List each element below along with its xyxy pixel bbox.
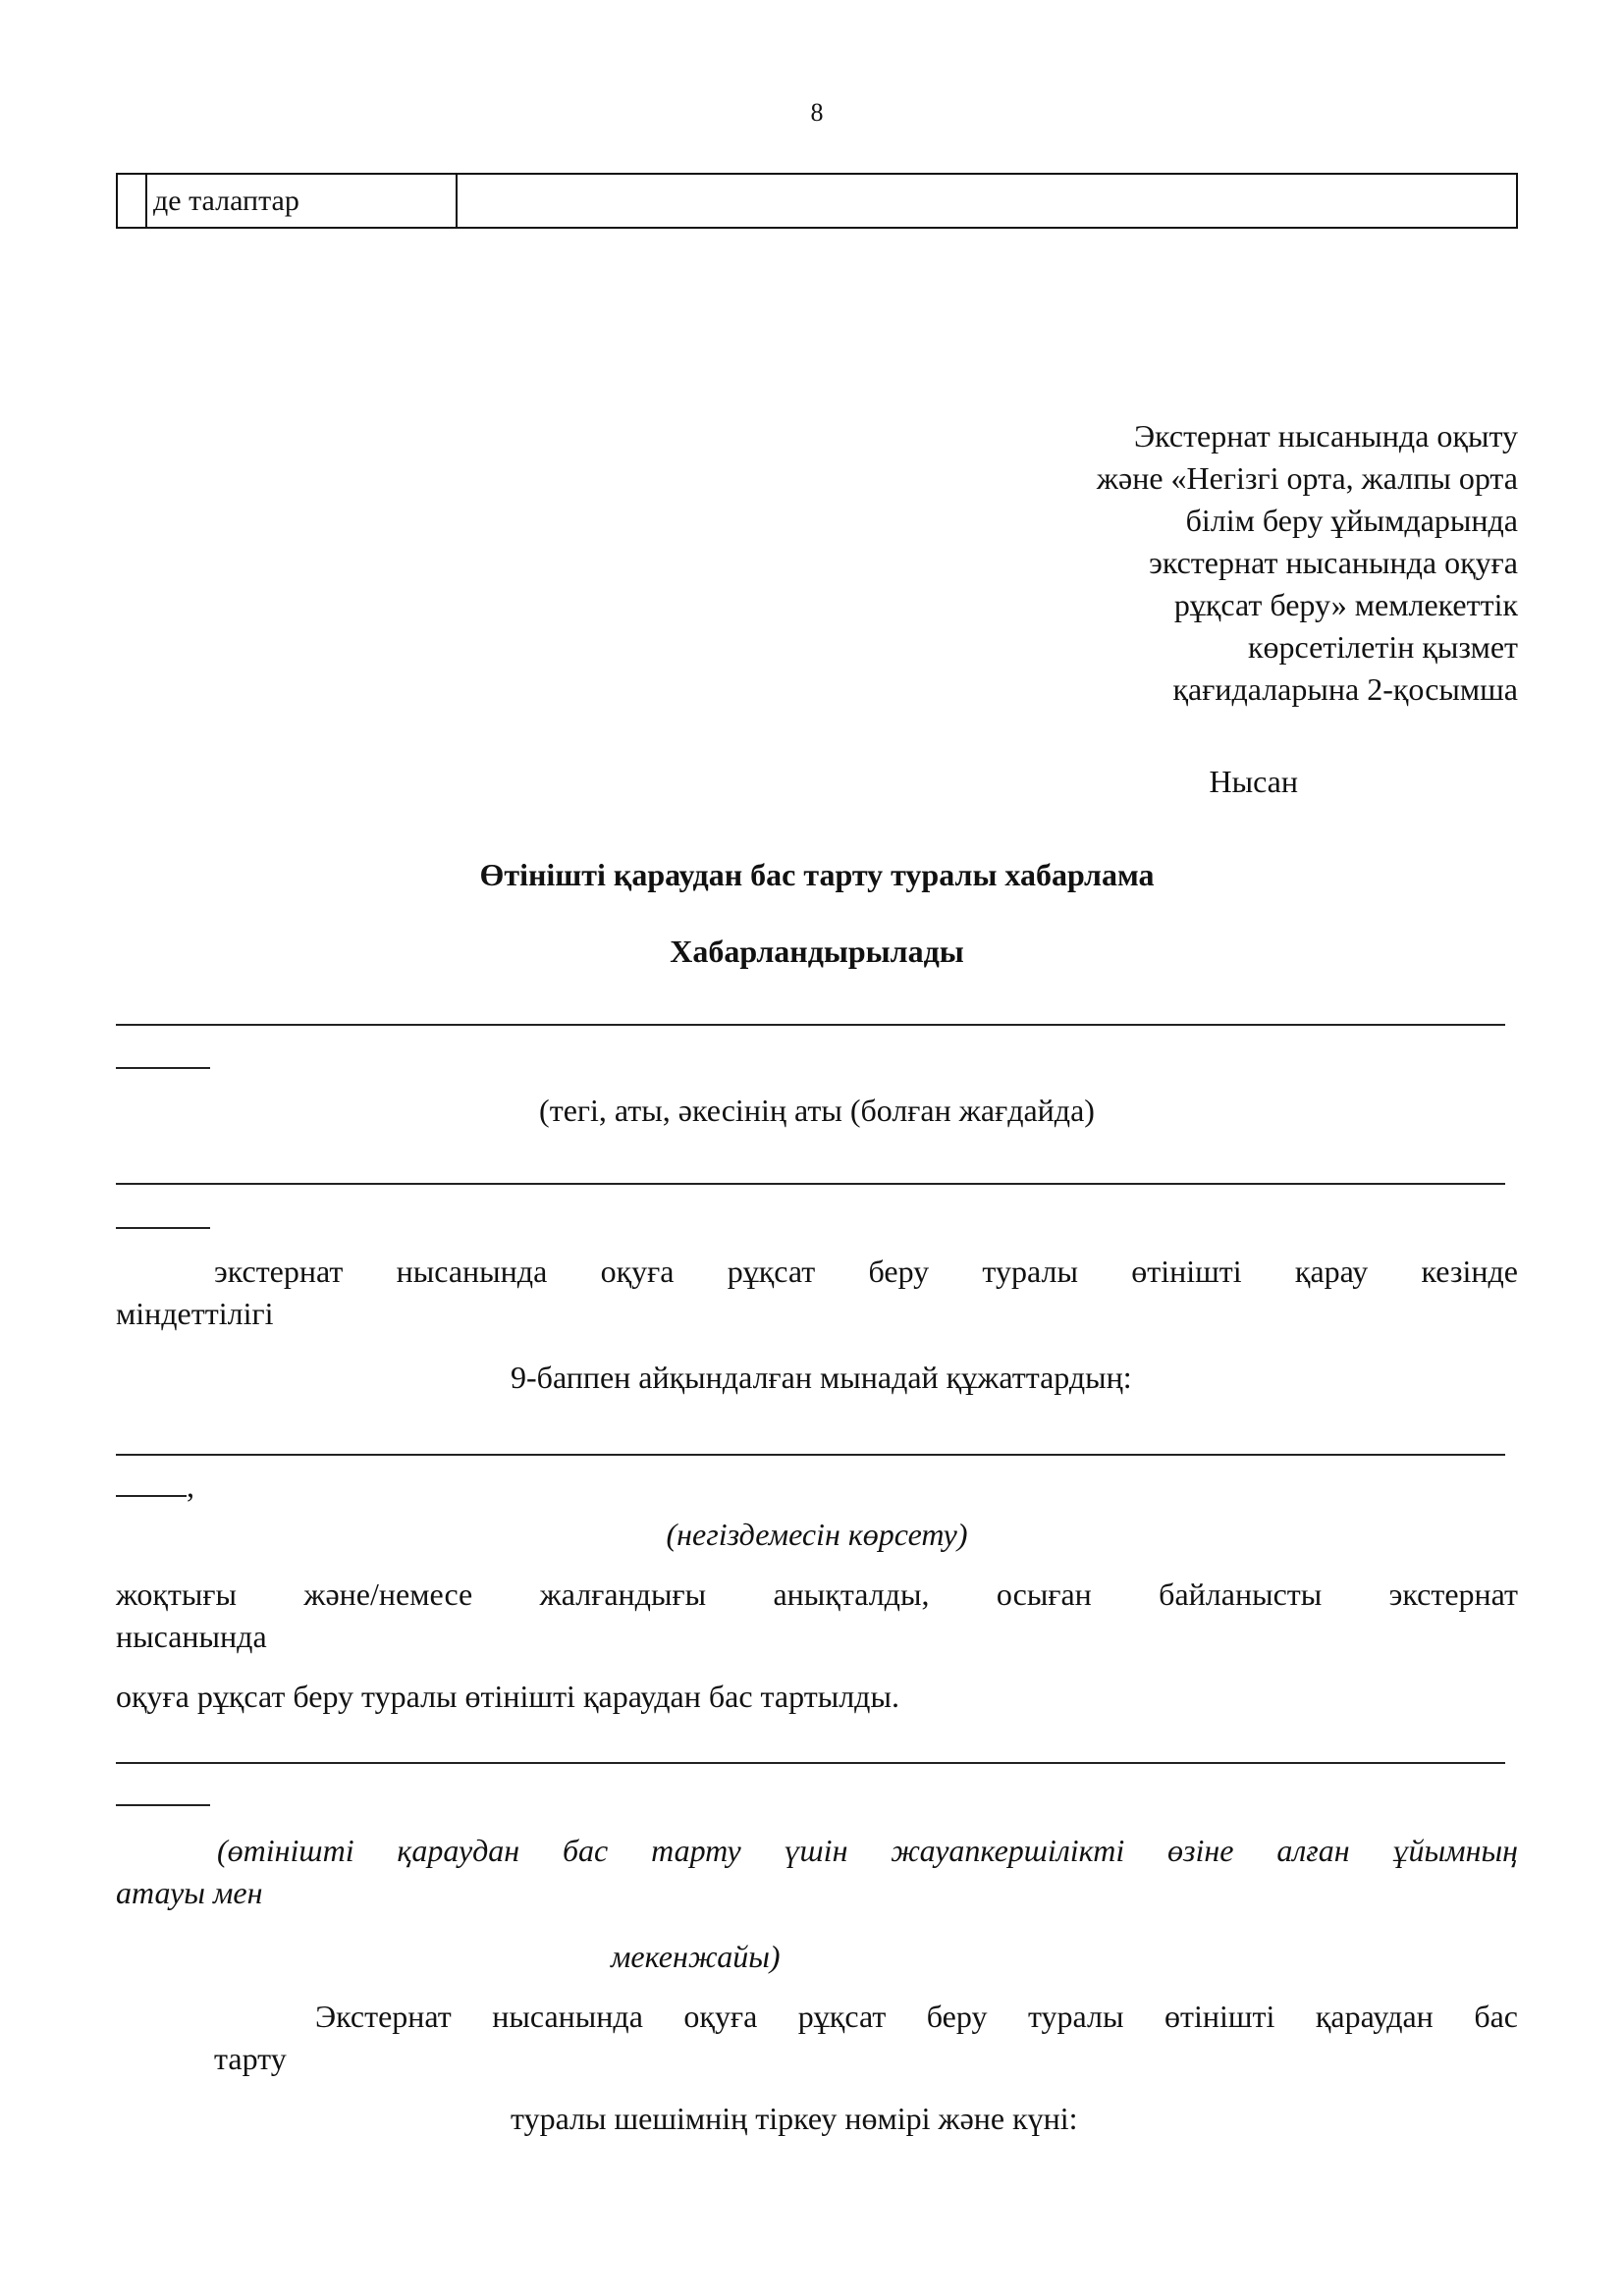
page-number: 8 (810, 98, 824, 127)
appendix-line: білім беру ұйымдарында (1185, 503, 1518, 538)
caption-line: мекенжайы) (611, 1939, 781, 1974)
basis-caption: (негіздемесін көрсету) (666, 1517, 968, 1552)
appendix-line: Экстернат нысанында оқыту (1133, 418, 1518, 454)
paragraph-line: нысанында (116, 1619, 267, 1654)
paragraph-review-obligation (116, 1251, 1518, 1335)
blank-line-documents[interactable] (116, 1454, 1505, 1456)
table-cell-value (457, 174, 1517, 228)
appendix-line: және «Негізгі орта, жалпы орта (1096, 460, 1518, 496)
paragraph-refusal (116, 1574, 1518, 1658)
appendix-reference (1097, 415, 1518, 711)
paragraph-line: тарту (214, 2041, 287, 2076)
blank-line-recipient-continuation[interactable] (116, 1227, 210, 1229)
paragraph-line: Экстернат нысанында оқуға рұқсат беру туралы өтінішті қараудан бас (315, 1999, 1518, 2034)
table-cell-number (117, 174, 146, 228)
form-label: Нысан (1209, 764, 1298, 799)
blank-line-name[interactable] (116, 1024, 1505, 1026)
caption-line: (өтінішті қараудан бас тарту үшін жауапкершілікті өзіне алған ұйымның (217, 1833, 1518, 1868)
paragraph-line: экстернат нысанында оқуға рұқсат беру туралы өтінішті қарау кезінде (214, 1254, 1518, 1289)
appendix-line: көрсетілетін қызмет (1247, 629, 1518, 665)
blank-line-recipient[interactable] (116, 1183, 1505, 1185)
paragraph-line: жоқтығы және/немесе жалғандығы анықталды, осыған байланысты экстернат (116, 1576, 1518, 1612)
appendix-line: экстернат нысанында оқуға (1149, 545, 1518, 580)
table-cell-label: де талаптар (146, 174, 457, 228)
requirements-table-row (116, 173, 1518, 229)
caption-line: атауы мен (116, 1875, 263, 1910)
document-subtitle: Хабарландырылады (670, 934, 964, 969)
blank-line-organization-continuation[interactable] (116, 1804, 210, 1806)
blank-line-name-continuation[interactable] (116, 1067, 210, 1069)
paragraph-line: туралы шешімнің тіркеу нөмірі және күні: (511, 2101, 1078, 2136)
table-row (117, 174, 1517, 228)
document-title: Өтінішті қараудан бас тарту туралы хабарлама (479, 857, 1155, 892)
paragraph-line: оқуға рұқсат беру туралы өтінішті қараудан бас тартылды. (116, 1679, 899, 1714)
paragraph-registration (116, 1996, 1518, 2080)
name-caption: (тегі, аты, әкесінің аты (болған жағдайда) (539, 1093, 1095, 1128)
blank-line-documents-continuation[interactable] (116, 1495, 187, 1497)
blank-line-organization[interactable] (116, 1762, 1505, 1764)
organization-caption (116, 1830, 1518, 1914)
paragraph-line: міндеттілігі (116, 1296, 274, 1331)
appendix-line: рұқсат беру» мемлекеттік (1173, 587, 1518, 622)
paragraph-line: 9-баппен айқындалған мынадай құжаттардың: (511, 1360, 1132, 1395)
appendix-line: қағидаларына 2-қосымша (1172, 671, 1518, 707)
blank-comma: , (187, 1468, 194, 1504)
